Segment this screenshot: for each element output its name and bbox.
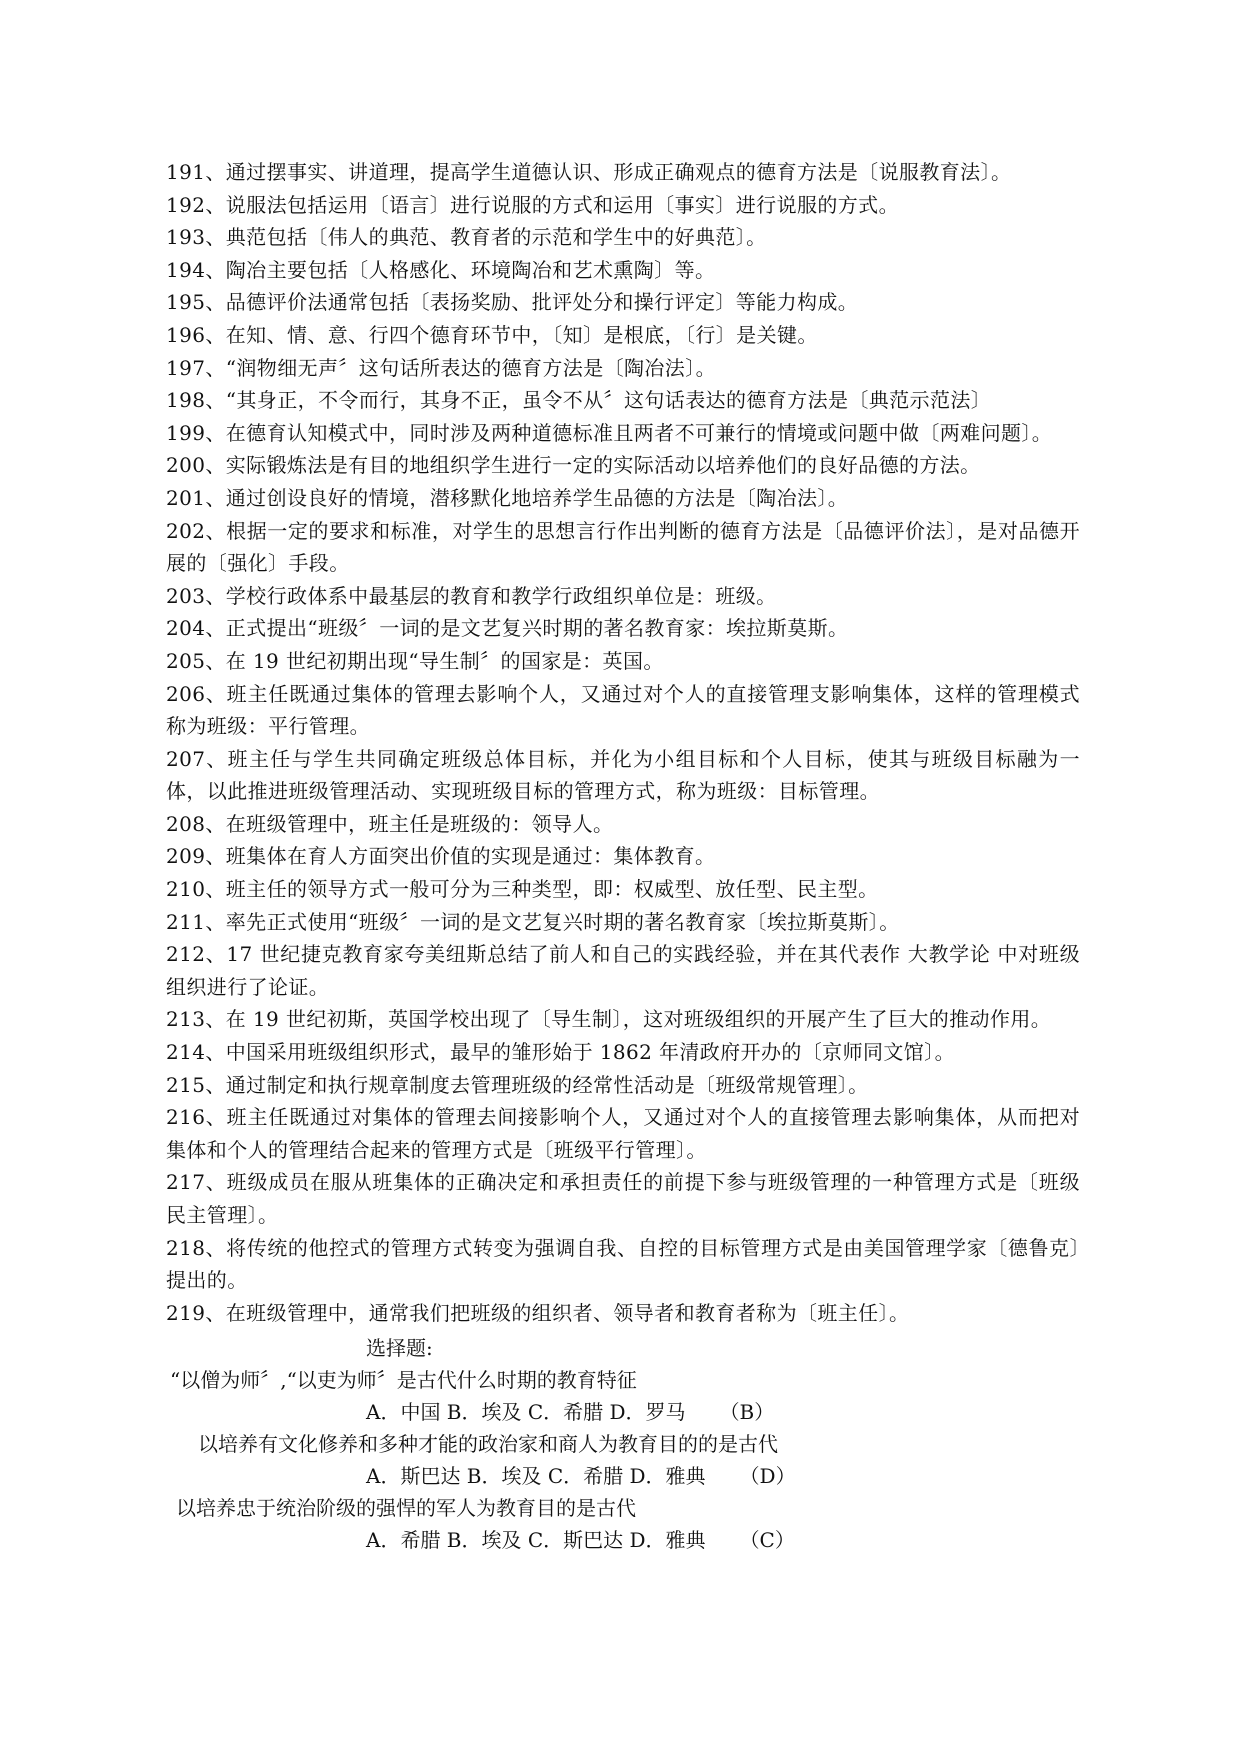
list-item: 208、在班级管理中，班主任是班级的：领导人。 xyxy=(166,811,614,836)
answer-label: （D） xyxy=(739,1464,796,1488)
list-item: 199、在德育认知模式中，同时涉及两种道德标准且两者不可兼行的情境或问题中做〔两难问题〕。 xyxy=(166,420,1053,445)
list-item: 210、班主任的领导方式一般可分为三种类型，即：权威型、放任型、民主型。 xyxy=(166,877,879,902)
question-options xyxy=(366,1524,795,1556)
list-item: 193、典范包括〔伟人的典范、教育者的示范和学生中的好典范〕。 xyxy=(166,225,767,250)
question-options xyxy=(366,1460,796,1492)
numbered-item-list xyxy=(166,156,1080,1329)
list-item: 204、正式提出“班级〞一词的是文艺复兴时期的著名教育家：埃拉斯莫斯。 xyxy=(166,616,849,641)
list-item: 213、在 19 世纪初斯，英国学校出现了〔导生制〕，这对班级组织的开展产生了巨大的推动作用。 xyxy=(166,1007,1052,1032)
list-item: 211、率先正式使用“班级〞一词的是文艺复兴时期的著名教育家〔埃拉斯莫斯〕。 xyxy=(166,909,900,934)
list-item: 216、班主任既通过对集体的管理去间接影响个人，又通过对个人的直接管理去影响集体，从而把对集体和个人的管理结合起来的管理方式是〔班级平行管理〕。 xyxy=(166,1105,1080,1162)
question-options xyxy=(366,1396,774,1428)
list-item: 198、“其身正，不令而行，其身不正，虽令不从〞这句话表达的德育方法是〔典范示范法〕 xyxy=(166,388,992,413)
list-item: 195、品德评价法通常包括〔表扬奖励、批评处分和操行评定〕等能力构成。 xyxy=(166,290,859,315)
list-item: 202、根据一定的要求和标准，对学生的思想言行作出判断的德育方法是〔品德评价法〕，是对品德开展的〔强化〕手段。 xyxy=(166,518,1080,576)
question-stem: 以培养有文化修养和多种才能的政治家和商人为教育目的的是古代 xyxy=(198,1432,778,1456)
list-item: 218、将传统的他控式的管理方式转变为强调自我、自控的目标管理方式是由美国管理学家〔德鲁克〕提出的。 xyxy=(166,1235,1080,1293)
list-item: 201、通过创设良好的情境，潜移默化地培养学生品德的方法是〔陶冶法〕。 xyxy=(166,485,849,510)
options-text: A．斯巴达 B．埃及 C．希腊 D．雅典 xyxy=(366,1464,706,1488)
list-item: 212、17 世纪捷克教育家夸美纽斯总结了前人和自己的实践经验，并在其代表作 大教学论 中对班级组织进行了论证。 xyxy=(166,942,1080,999)
list-item: 203、学校行政体系中最基层的教育和教学行政组织单位是：班级。 xyxy=(166,583,777,608)
list-item: 196、在知、情、意、行四个德育环节中，〔知〕是根底，〔行〕是关键。 xyxy=(166,322,818,347)
options-text: A．希腊 B．埃及 C．斯巴达 D．雅典 xyxy=(366,1528,706,1552)
section-heading-choice: 选择题: xyxy=(366,1336,433,1360)
list-item: 207、班主任与学生共同确定班级总体目标，并化为小组目标和个人目标，使其与班级目标融为一体，以此推进班级管理活动、实现班级目标的管理方式，称为班级：目标管理。 xyxy=(166,746,1080,804)
list-item: 206、班主任既通过集体的管理去影响个人，又通过对个人的直接管理支影响集体，这样的管理模式称为班级：平行管理。 xyxy=(166,681,1080,739)
list-item: 200、实际锻炼法是有目的地组织学生进行一定的实际活动以培养他们的良好品德的方法。 xyxy=(166,453,981,478)
options-text: A．中国 B．埃及 C．希腊 D．罗马 xyxy=(366,1400,686,1424)
list-item: 214、中国采用班级组织形式，最早的雏形始于 1862 年清政府开办的〔京师同文馆〕。 xyxy=(166,1040,955,1065)
list-item: 217、班级成员在服从班集体的正确决定和承担责任的前提下参与班级管理的一种管理方式是〔班级民主管理〕。 xyxy=(166,1170,1080,1227)
list-item: 205、在 19 世纪初期出现“导生制〞的国家是：英国。 xyxy=(166,648,664,673)
list-item: 192、说服法包括运用〔语言〕进行说服的方式和运用〔事实〕进行说服的方式。 xyxy=(166,192,899,217)
question-stem: “以僧为师〞,“以吏为师〞是古代什么时期的教育特征 xyxy=(170,1368,637,1392)
list-item: 215、通过制定和执行规章制度去管理班级的经常性活动是〔班级常规管理〕。 xyxy=(166,1072,869,1097)
list-item: 219、在班级管理中，通常我们把班级的组织者、领导者和教育者称为〔班主任〕。 xyxy=(166,1300,910,1325)
question-stem: 以培养忠于统治阶级的强悍的军人为教育目的是古代 xyxy=(176,1496,636,1520)
answer-label: （B） xyxy=(719,1400,775,1424)
list-item: 191、通过摆事实、讲道理，提高学生道德认识、形成正确观点的德育方法是〔说服教育法〕。 xyxy=(166,160,1012,184)
list-item: 209、班集体在育人方面突出价值的实现是通过：集体教育。 xyxy=(166,844,716,869)
list-item: 194、陶冶主要包括〔人格感化、环境陶冶和艺术熏陶〕等。 xyxy=(166,257,716,282)
list-item: 197、“润物细无声〞这句话所表达的德育方法是〔陶冶法〕。 xyxy=(166,355,716,380)
answer-label: （C） xyxy=(739,1528,795,1552)
